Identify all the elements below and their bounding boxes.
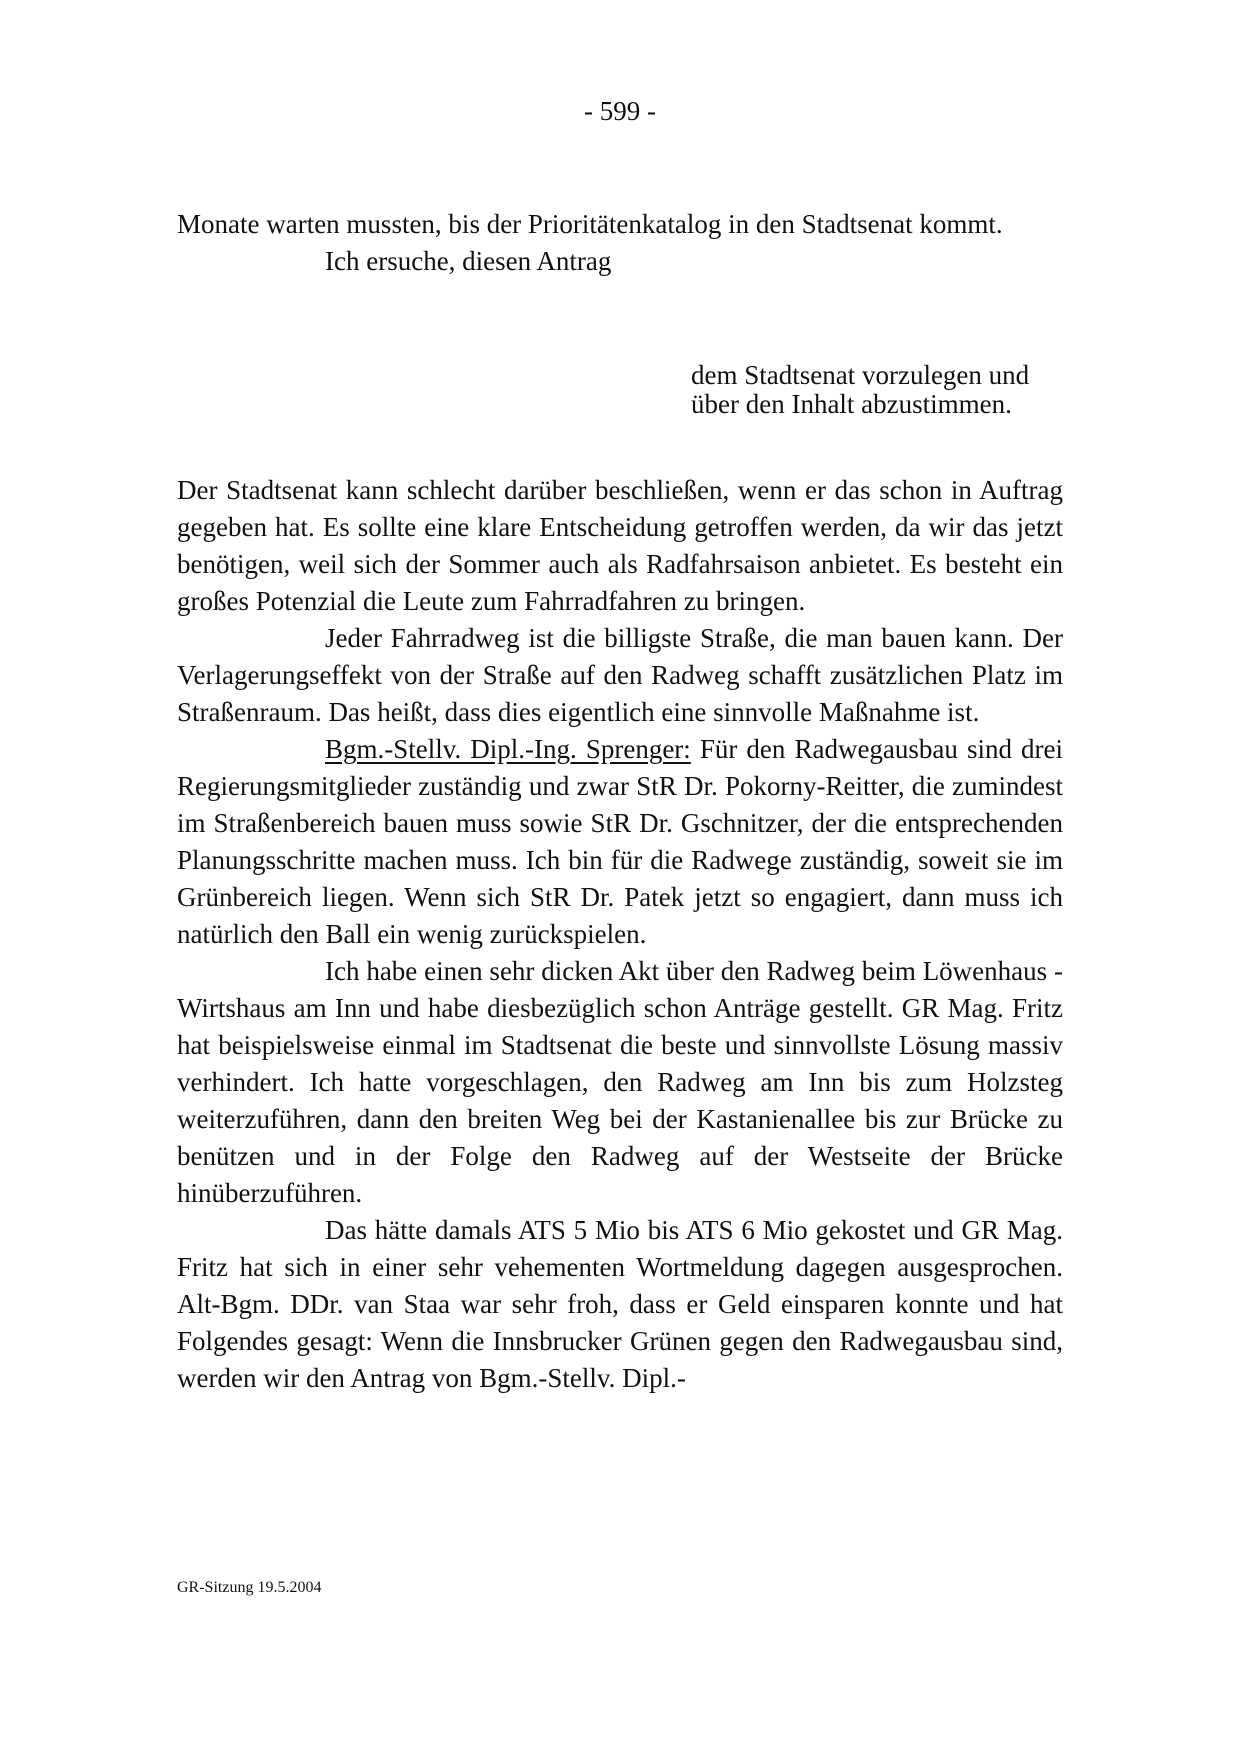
- motion-request-line-1: dem Stadtsenat vorzulegen und: [691, 360, 1030, 390]
- paragraph-5: Das hätte damals ATS 5 Mio bis ATS 6 Mio gekostet und GR Mag. Fritz hat sich in einer sehr vehementen Wortmeldung dagegen ausgesprochen. Alt-Bgm. DDr. van Staa war sehr froh, dass er Geld einsparen konnte und hat Folgendes gesagt: Wenn die Innsbrucker Grünen gegen den Radwegausbau sind, werden wir den Antrag von Bgm.-Stellv. Dipl.-: [177, 1215, 1063, 1393]
- paragraph-3-text: Für den Radwegausbau sind drei Regierungsmitglieder zuständig und zwar StR Dr. Pokorny-Reitter, die zumindest im Straßenbereich bauen muss sowie StR Dr. Gschnitzer, der die entsprechenden Planungsschritte machen muss. Ich bin für die Radwege zuständig, soweit sie im Grünbereich liegen. Wenn sich StR Dr. Patek jetzt so engagiert, dann muss ich natürlich den Ball ein wenig zurückspielen.: [177, 734, 1063, 949]
- paragraph-2: Jeder Fahrradweg ist die billigste Straße, die man bauen kann. Der Verlagerungseffekt von der Straße auf den Radweg schafft zusätzlichen Platz im Straßenraum. Das heißt, dass dies eigentlich eine sinnvolle Maßnahme ist.: [177, 623, 1063, 727]
- request-lead-paragraph: Ich ersuche, diesen Antrag: [325, 246, 612, 276]
- footer-session-date: GR-Sitzung 19.5.2004: [177, 1579, 322, 1596]
- intro-block: [177, 206, 1063, 280]
- paragraph-4: Ich habe einen sehr dicken Akt über den Radweg beim Löwenhaus - Wirtshaus am Inn und habe diesbezüglich schon Anträge gestellt. GR Mag. Fritz hat beispielsweise einmal im Stadtsenat die beste und sinnvollste Lösung massiv verhindert. Ich hatte vorgeschlagen, den Radweg am Inn bis zum Holzsteg weiterzuführen, dann den breiten Weg bei der Kastanienallee bis zur Brücke zu benützen und in der Folge den Radweg auf der Westseite der Brücke hinüberzuführen.: [177, 956, 1063, 1208]
- page-number: - 599 -: [584, 96, 656, 126]
- main-text-block: [177, 472, 1063, 1397]
- paragraph-1: Der Stadtsenat kann schlecht darüber beschließen, wenn er das schon in Auftrag gegeben hat. Es sollte eine klare Entscheidung getroffen werden, da wir das jetzt benötigen, weil sich der Sommer auch als Radfahrsaison anbietet. Es besteht ein großes Potenzial die Leute zum Fahrradfahren zu bringen.: [177, 475, 1063, 616]
- speaker-name: Bgm.-Stellv. Dipl.-Ing. Sprenger:: [325, 734, 691, 764]
- motion-request-line-2: über den Inhalt abzustimmen.: [691, 389, 1012, 419]
- intro-paragraph: Monate warten mussten, bis der Prioritätenkatalog in den Stadtsenat kommt.: [177, 209, 1003, 239]
- motion-request: [691, 361, 1071, 419]
- paragraph-3: [177, 731, 1063, 953]
